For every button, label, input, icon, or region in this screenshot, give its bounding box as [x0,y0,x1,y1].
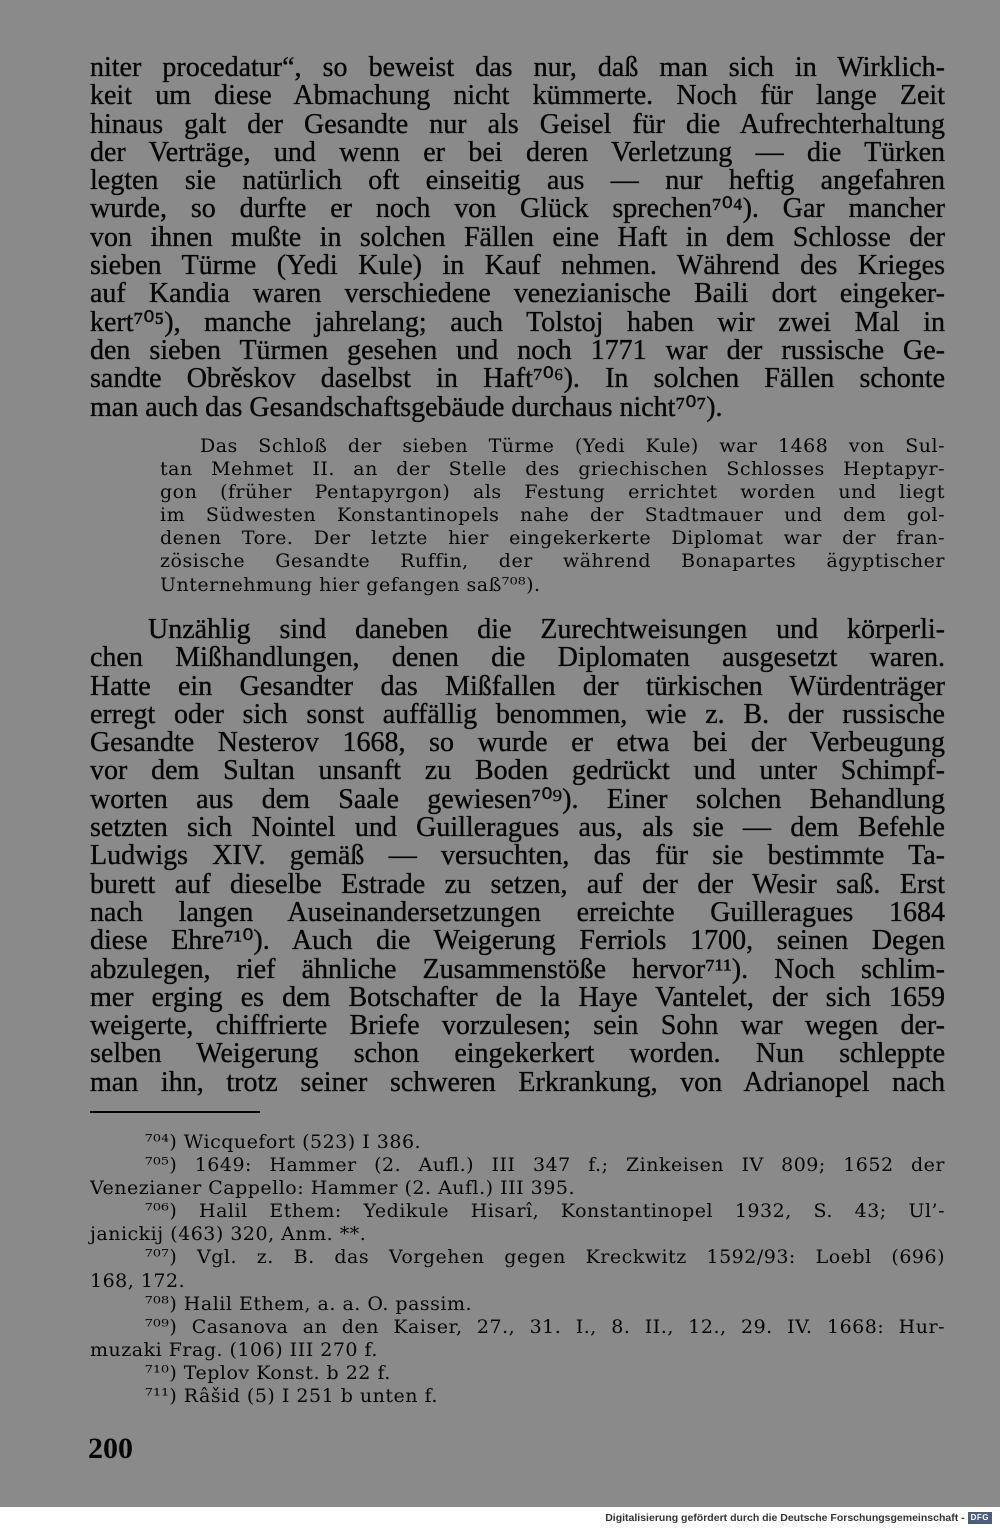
paragraph-1-line: sieben Türme (Yedi Kule) in Kauf nehmen. Während des Krieges [90,250,945,282]
paragraph-1-line: auf Kandia waren verschiedene venezianische Baili dort eingeker- [90,278,945,310]
paragraph-2-line: erregt oder sich sonst auffällig benommen, wie z. B. der russische [90,698,945,730]
paragraph-2-line: Gesandte Nesterov 1668, so wurde er etwa bei der Verbeugung [90,727,945,759]
footnote-line: 168, 172. [90,1269,186,1292]
paragraph-1-line: keit um diese Abmachung nicht kümmerte. Noch für lange Zeit [90,80,945,112]
footnote-line: ⁷⁰⁷) Vgl. z. B. das Vorgehen gegen Kreckwitz 1592/93: Loebl (696) [145,1246,945,1269]
paragraph-2-line: worten aus dem Saale gewiesen⁷⁰⁹). Einer solchen Behandlung [90,783,945,815]
paragraph-1-line: legten sie natürlich oft einseitig aus — nur heftig angefahren [90,165,945,197]
excursus-line: im Südwesten Konstantinopels nahe der Stadtmauer und dem gol- [160,504,945,527]
paragraph-1-line: sandte Obrěskov daselbst in Haft⁷⁰⁶). In solchen Fällen schonte [90,363,945,395]
excursus-line: denen Tore. Der letzte hier eingekerkerte Diplomat war der fran- [160,527,945,550]
paragraph-2-line: man ihn, trotz seiner schweren Erkrankung, von Adrianopel nach [90,1066,945,1098]
paragraph-1-line: von ihnen mußte in solchen Fällen eine Haft in dem Schlosse der [90,221,945,253]
paragraph-2-line: Hatte ein Gesandter das Mißfallen der türkischen Würdenträger [90,670,945,702]
footnote-line: ⁷¹⁰) Teplov Konst. b 22 f. [145,1361,391,1384]
paragraph-1-line: der Verträge, und wenn er bei deren Verletzung — die Türken [90,136,945,168]
paragraph-2 [90,616,945,1097]
paragraph-1 [90,54,945,422]
excursus-line: gon (früher Pentapyrgon) als Festung errichtet worden und liegt [160,481,945,504]
paragraph-2-line: chen Mißhandlungen, denen die Diplomaten ausgesetzt waren. [90,642,945,674]
paragraph-2-line: Unzählig sind daneben die Zurechtweisungen und körperli- [148,614,945,645]
footnote-line: ⁷⁰⁸) Halil Ethem, a. a. O. passim. [145,1292,473,1315]
paragraph-2-line: selben Weigerung schon eingekerkert worden. Nun schleppte [90,1038,945,1070]
excursus-paragraph [160,435,945,597]
footnote-line: ⁷¹¹) Râšid (5) I 251 b unten f. [145,1385,438,1408]
excursus-line: Das Schloß der sieben Türme (Yedi Kule) war 1468 von Sul- [200,435,945,457]
paragraph-1-line: den sieben Türmen gesehen und noch 1771 war der russische Ge- [90,334,945,366]
page-number: 200 [88,1432,133,1465]
footnote-line: janickij (463) 320, Anm. **. [90,1223,367,1246]
paragraph-2-line: abzulegen, rief ähnliche Zusammenstöße hervor⁷¹¹). Noch schlim- [90,953,945,985]
excursus-line: Unternehmung hier gefangen saß⁷⁰⁸). [160,573,541,596]
digitization-footer [0,1507,1000,1528]
paragraph-1-line: kert⁷⁰⁵), manche jahrelang; auch Tolstoj haben wir zwei Mal in [90,306,945,338]
paragraph-2-line: nach langen Auseinandersetzungen erreichte Guilleragues 1684 [90,896,945,928]
paragraph-1-line: niter procedatur“, so beweist das nur, daß man sich in Wirklich- [90,52,945,83]
paragraph-2-line: mer erging es dem Botschafter de la Haye Vantelet, der sich 1659 [90,981,945,1013]
footnote-line: ⁷⁰⁹) Casanova an den Kaiser, 27., 31. I., 8. II., 12., 29. IV. 1668: Hur- [145,1315,945,1338]
excursus-line: zösische Gesandte Ruffin, der während Bonapartes ägyptischer [160,550,945,573]
footnote-line: ⁷⁰⁵) 1649: Hammer (2. Aufl.) III 347 f.; Zinkeisen IV 809; 1652 der [145,1154,945,1177]
footnote-line: Venezianer Cappello: Hammer (2. Aufl.) III 395. [90,1177,575,1200]
paragraph-2-line: diese Ehre⁷¹⁰). Auch die Weigerung Ferriols 1700, seinen Degen [90,925,945,957]
paragraph-2-line: weigerte, chiffrierte Briefe vorzulesen; sein Sohn war wegen der- [90,1010,945,1042]
footnotes [90,1131,945,1408]
paragraph-2-line: vor dem Sultan unsanft zu Boden gedrückt und unter Schimpf- [90,755,945,787]
paragraph-2-line: Ludwigs XIV. gemäß — versuchten, das für sie bestimmte Ta- [90,840,945,872]
footnote-separator-rule [90,1111,260,1113]
paragraph-1-line: wurde, so durfte er noch von Glück sprechen⁷⁰⁴). Gar mancher [90,193,945,225]
footnote-line: muzaki Frag. (106) III 270 f. [90,1338,378,1361]
footnote-line: ⁷⁰⁶) Halil Ethem: Yedikule Hisarî, Konstantinopel 1932, S. 43; Ul’- [145,1200,945,1223]
dfg-logo: DFG [968,1512,992,1524]
paragraph-2-line: burett auf dieselbe Estrade zu setzen, auf der der Wesir saß. Erst [90,868,945,900]
paragraph-1-line: hinaus galt der Gesandte nur als Geisel für die Aufrechterhaltung [90,108,945,140]
paragraph-1-line: man auch das Gesandschaftsgebäude durchaus nicht⁷⁰⁷). [90,391,723,423]
footer-credit-text: Digitalisierung gefördert durch die Deutsche Forschungsgemeinschaft - [605,1511,965,1524]
excursus-line: tan Mehmet II. an der Stelle des griechischen Schlosses Heptapyr- [160,458,945,481]
footnote-line: ⁷⁰⁴) Wicquefort (523) I 386. [145,1131,422,1153]
paragraph-2-line: setzten sich Nointel und Guilleragues aus, als sie — dem Befehle [90,812,945,844]
